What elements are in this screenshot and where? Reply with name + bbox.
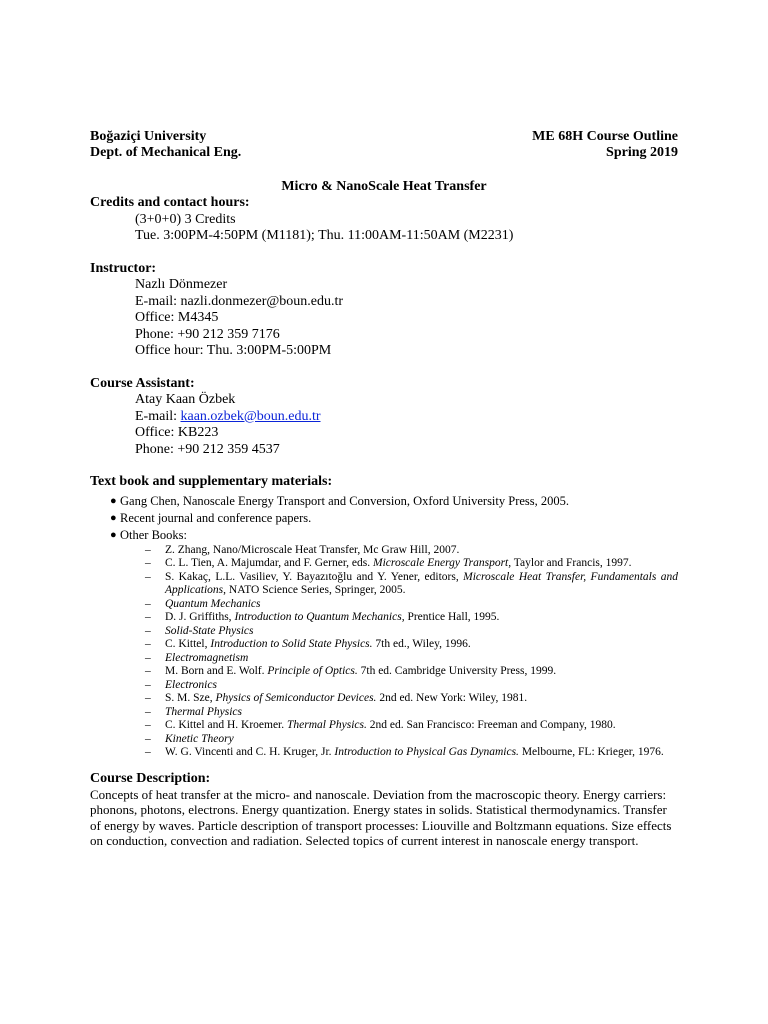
university-name: Boğaziçi University — [90, 129, 207, 144]
course-outline-label: ME 68H Course Outline — [532, 129, 678, 144]
dash-icon: – — [145, 624, 151, 637]
schedule-value: Tue. 3:00PM-4:50PM (M1181); Thu. 11:00AM-11:50AM (M2231) — [135, 228, 514, 243]
list-item: ● Other Books: — [110, 527, 188, 542]
other-book-item — [90, 652, 678, 666]
other-book-item — [90, 598, 678, 612]
course-title: Micro & NanoScale Heat Transfer — [281, 179, 487, 194]
instructor-name: Nazlı Dönmezer — [135, 277, 228, 292]
department-name: Dept. of Mechanical Eng. — [90, 145, 242, 160]
other-book-item — [90, 557, 678, 571]
other-book-text: D. J. Griffiths, Introduction to Quantum Mechanics, Prentice Hall, 1995. — [165, 611, 500, 623]
dash-icon: – — [145, 678, 151, 691]
dash-icon: – — [145, 570, 151, 583]
bullet-icon: ● — [110, 511, 117, 524]
dash-icon: – — [145, 611, 151, 623]
term-label: Spring 2019 — [606, 145, 678, 160]
description-section — [90, 771, 678, 849]
other-book-item — [90, 611, 678, 625]
other-book-item — [90, 692, 678, 706]
other-book-item — [90, 571, 678, 598]
instructor-section — [90, 261, 678, 360]
credits-heading: Credits and contact hours: — [90, 195, 250, 210]
dash-icon: – — [145, 557, 151, 569]
instructor-heading: Instructor: — [90, 260, 157, 276]
other-books-list — [90, 544, 678, 760]
bullet-icon: ● — [110, 528, 117, 541]
other-book-text: M. Born and E. Wolf. Principle of Optics. 7th ed. Cambridge University Press, 1999. — [165, 665, 557, 677]
description-text: Concepts of heat transfer at the micro- and nanoscale. Deviation from the macroscopic theory. Energy carriers: phonons, photons, electrons. Energy quantization. Energy states in solids. Statistical thermodynamics. Transfer of energy by waves. Particle description of transport processes: Liouville and Boltzmann equations. Size effects on conduction, convection and radiation. Selected topics of current interest in nanoscale energy transport. — [90, 787, 672, 849]
dash-icon: – — [145, 651, 151, 664]
description-heading: Course Description: — [90, 770, 211, 786]
other-book-text: Z. Zhang, Nano/Microscale Heat Transfer, Mc Graw Hill, 2007. — [165, 543, 460, 556]
other-book-text: Solid-State Physics — [165, 624, 254, 637]
dash-icon: – — [145, 543, 151, 556]
assistant-office: Office: KB223 — [135, 425, 219, 440]
other-book-item — [90, 679, 678, 693]
other-book-item — [90, 719, 678, 733]
instructor-phone: Phone: +90 212 359 7176 — [135, 326, 280, 342]
textbooks-heading: Text book and supplementary materials: — [90, 474, 333, 489]
textbooks-section — [90, 474, 678, 760]
document-page — [90, 129, 678, 849]
other-book-item — [90, 638, 678, 652]
other-book-text: Electronics — [165, 678, 217, 691]
other-book-text: C. Kittel and H. Kroemer. Thermal Physics. 2nd ed. San Francisco: Freeman and Company, 1980. — [165, 719, 616, 731]
other-book-text: Thermal Physics — [165, 705, 242, 718]
list-item: ● Gang Chen, Nanoscale Energy Transport and Conversion, Oxford University Press, 2005. — [110, 493, 570, 508]
dash-icon: – — [145, 705, 151, 718]
other-book-item — [90, 733, 678, 747]
other-book-text: Kinetic Theory — [165, 732, 234, 745]
other-book-item — [90, 544, 678, 558]
header-row-1 — [90, 129, 678, 145]
textbooks-list — [90, 493, 678, 544]
dash-icon: – — [145, 597, 151, 610]
credits-section — [90, 195, 678, 245]
header-row-2 — [90, 145, 678, 161]
other-book-text: Quantum Mechanics — [165, 597, 261, 610]
dash-icon: – — [145, 719, 151, 731]
other-book-item — [90, 746, 678, 760]
other-book-text: C. L. Tien, A. Majumdar, and F. Gerner, eds. Microscale Energy Transport, Taylor and Francis, 1997. — [165, 557, 632, 569]
assistant-name: Atay Kaan Özbek — [135, 392, 236, 407]
dash-icon: – — [145, 638, 151, 650]
other-book-text: Electromagnetism — [165, 651, 249, 664]
list-item: ● Recent journal and conference papers. — [110, 510, 312, 525]
assistant-heading: Course Assistant: — [90, 375, 195, 391]
assistant-email-row — [90, 409, 678, 426]
other-book-item — [90, 625, 678, 639]
dash-icon: – — [145, 665, 151, 677]
other-book-text: C. Kittel, Introduction to Solid State Physics. 7th ed., Wiley, 1996. — [165, 638, 471, 650]
other-book-text: S. M. Sze, Physics of Semiconductor Devices. 2nd ed. New York: Wiley, 1981. — [165, 692, 528, 704]
instructor-office-hour: Office hour: Thu. 3:00PM-5:00PM — [135, 343, 332, 358]
instructor-office: Office: M4345 — [135, 310, 219, 325]
dash-icon: – — [145, 732, 151, 745]
assistant-email-label: E-mail: — [135, 408, 181, 424]
other-book-text: S. Kakaç, L.L. Vasiliev, Y. Bayazıtoğlu and Y. Yener, editors, Microscale Heat Transfer, Fundamentals and Applications, NATO Science Series, Springer, 2005. — [165, 570, 679, 596]
other-book-item — [90, 706, 678, 720]
credits-value: (3+0+0) 3 Credits — [135, 211, 236, 227]
other-book-item — [90, 665, 678, 679]
dash-icon: – — [145, 746, 151, 758]
instructor-email: E-mail: nazli.donmezer@boun.edu.tr — [135, 293, 344, 309]
dash-icon: – — [145, 692, 151, 704]
other-book-text: W. G. Vincenti and C. H. Kruger, Jr. Introduction to Physical Gas Dynamics. Melbourne, FL: Krieger, 1976. — [165, 746, 664, 758]
assistant-email-link[interactable]: kaan.ozbek@boun.edu.tr — [180, 408, 321, 424]
assistant-section — [90, 376, 678, 459]
assistant-phone: Phone: +90 212 359 4537 — [135, 441, 280, 457]
bullet-icon: ● — [110, 494, 117, 507]
